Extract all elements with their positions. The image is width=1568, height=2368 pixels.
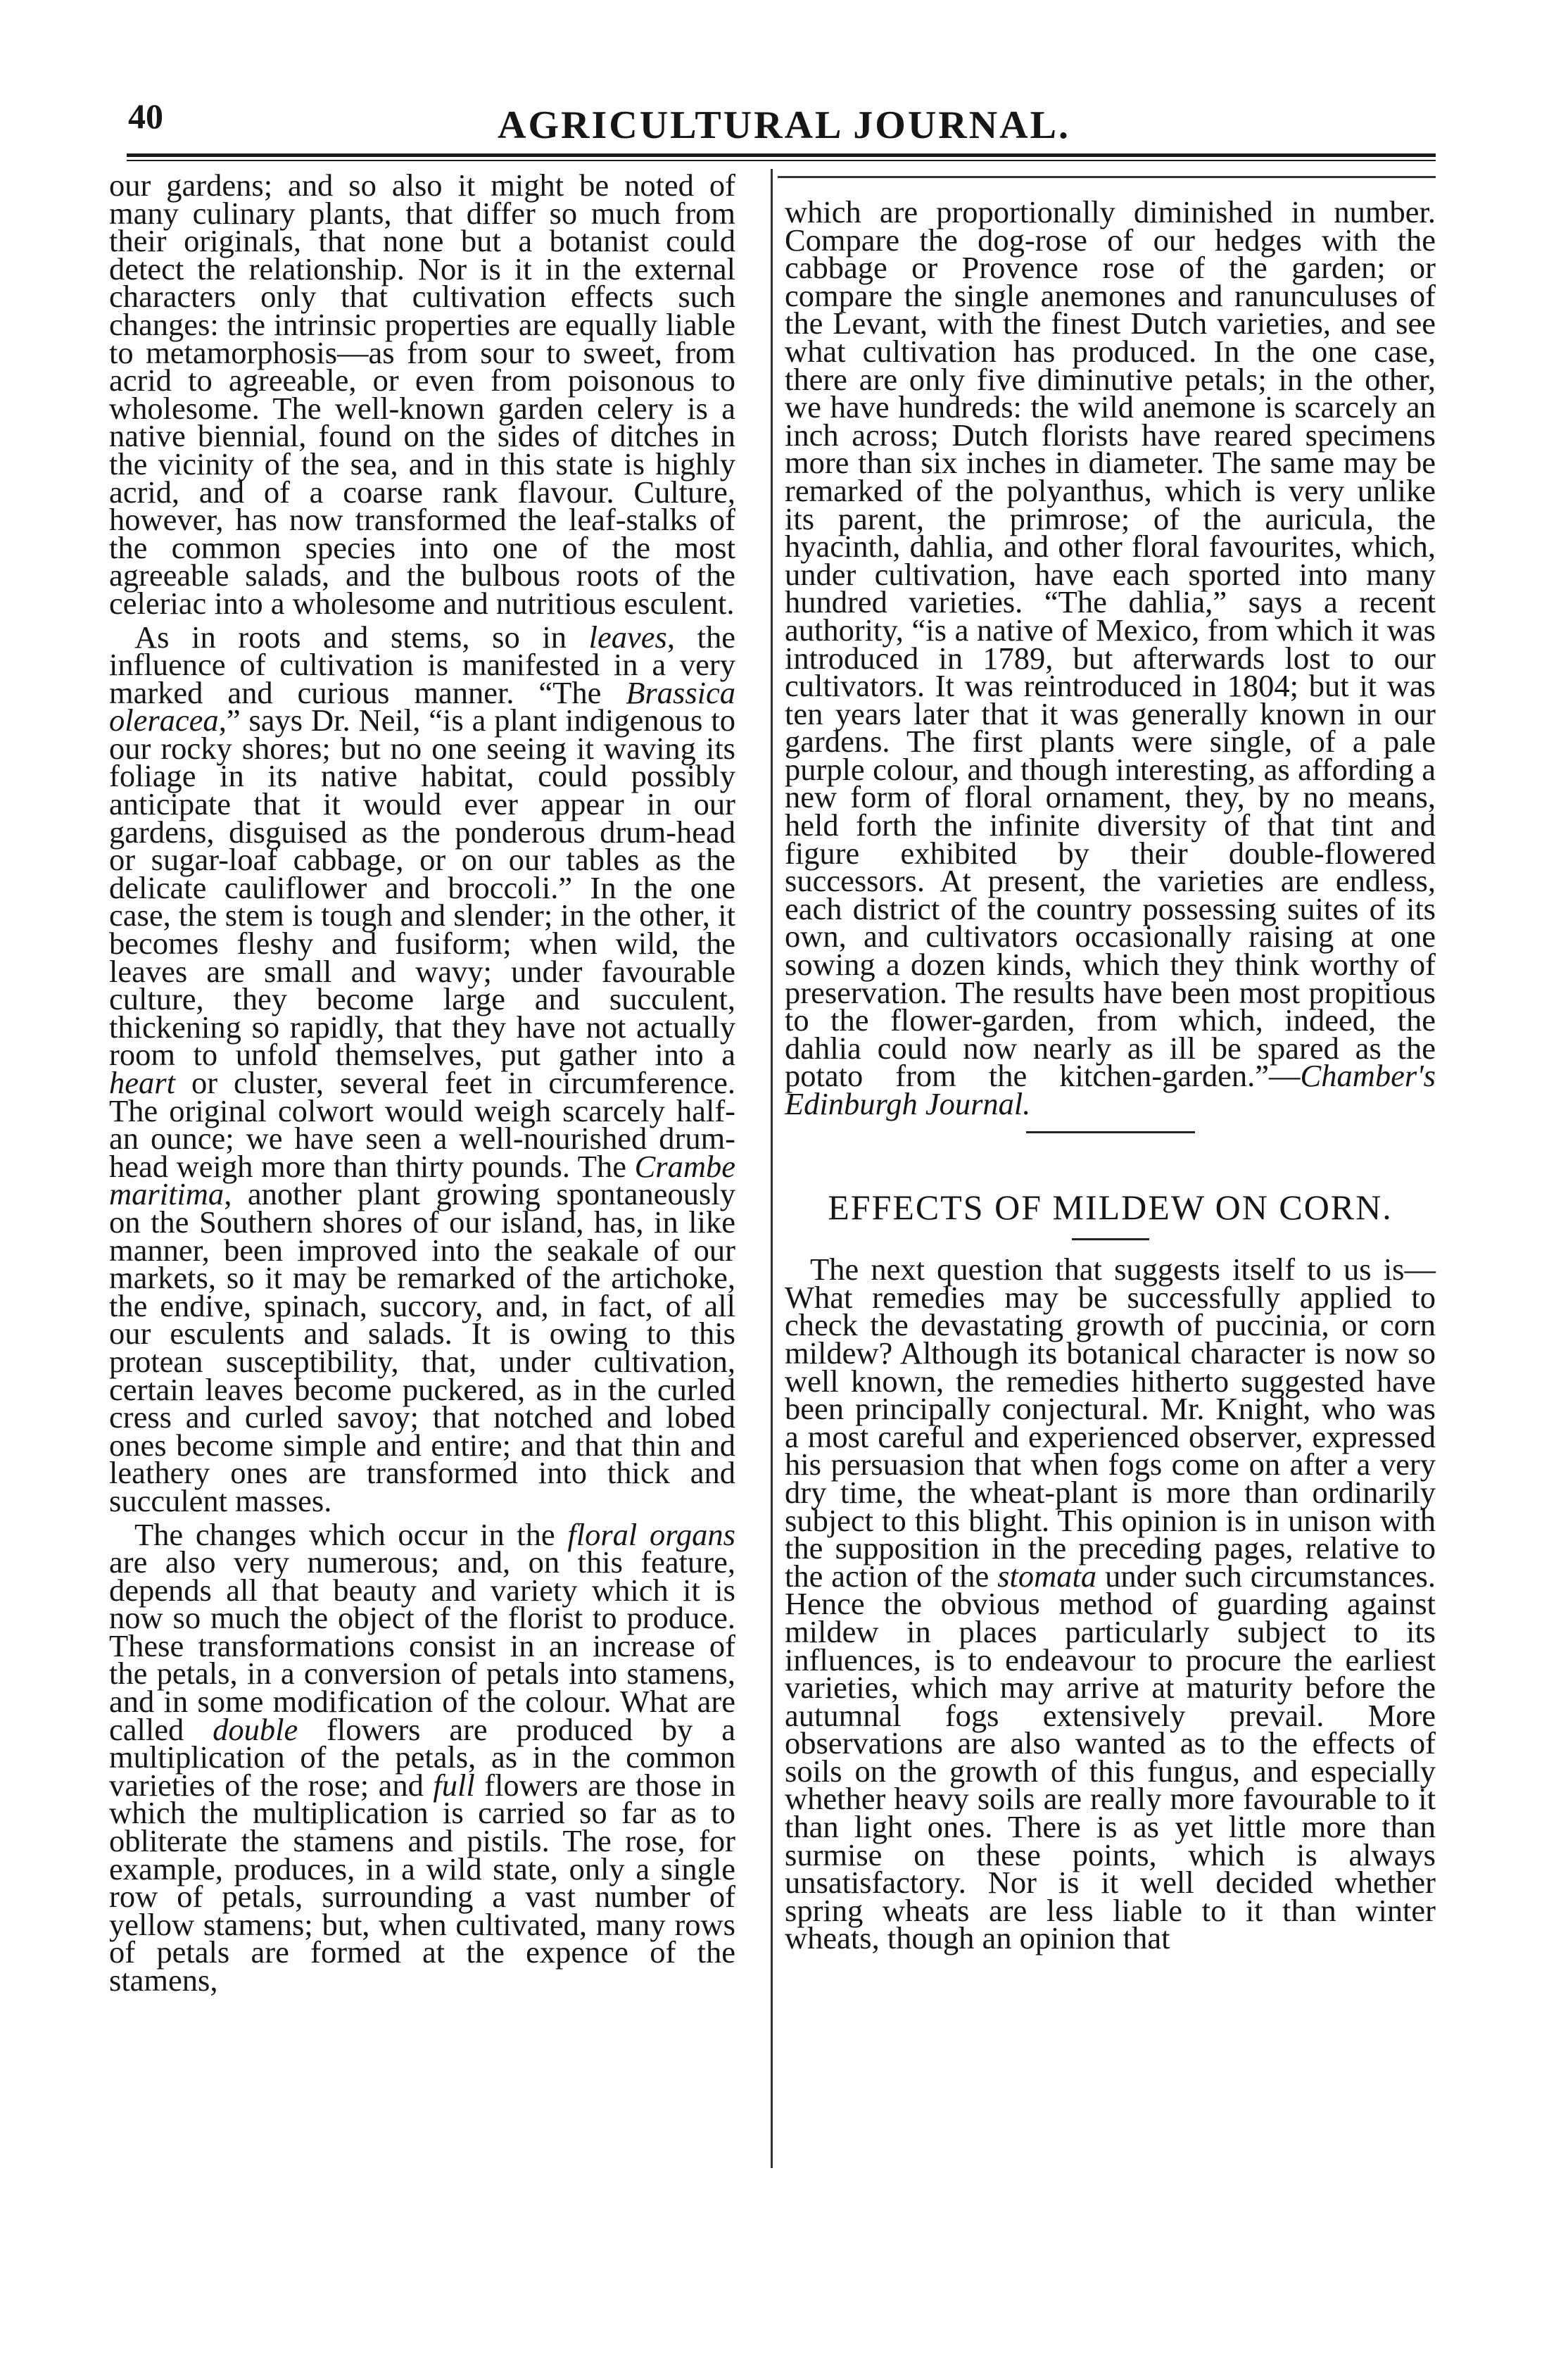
left-paragraph-1 — [109, 168, 735, 621]
italic-run: Crambe maritima — [109, 1148, 735, 1212]
italic-run: Brassica oleracea — [109, 674, 735, 738]
text-run: or cluster, several feet in circumference. The original colwort would weigh scarcely half-an ounce; we have seen a well-nourished drum-head weigh more than thirty pounds. The — [109, 1065, 735, 1184]
article-title: EFFECTS OF MILDEW ON CORN. — [828, 1187, 1393, 1227]
text-run: The changes which occur in the — [134, 1516, 568, 1552]
text-run: our gardens; and so also it might be noted of many culinary plants, that differ so much from their originals, that none but a botanist could detect the relationship. Nor is it in the external characters only that cultivation effects such changes: the intrinsic properties are equally liable to metamorphosis—as from sour to sweet, from acrid to agreeable, or even from poisonous to wholesome. The well-known garden celery is a native biennial, found on the sides of ditches in the vicinity of the sea, and in this state is highly acrid, and of a coarse rank flavour. Culture, however, has now transformed the leaf-stalks of the common species into one of the most agreeable salads, and the bulbous roots of the celeriac into a wholesome and nutritious esculent. — [109, 168, 735, 621]
source-citation: Chamber's Edinburgh Journal. — [785, 1058, 1436, 1121]
text-run: The next question that suggests itself to us is—What remedies may be successfully applied to check the devastating growth of puccinia, or corn mildew? Although its botanical character is now so well known, the remedies hitherto suggested have been principally conjectural. Mr. Knight, who was a most careful and experienced observer, expressed his persuasion that when fogs come on after a very dry time, the wheat-plant is more than ordinarily subject to this blight. This opinion is in unison with the supposition in the preceding pages, relative to the action of the — [785, 1252, 1436, 1594]
page-number: 40 — [128, 96, 163, 136]
header-rule-thin — [127, 160, 1436, 161]
text-run: under such circumstances. Hence the obvious method of guarding against mildew in places particularly subject to its influences, is to endeavour to procure the earliest varieties, which may arrive at maturity before the autumnal fogs extensively prevail. More observations are also wanted as to the effects of soils on the growth of this fungus, and especially whether heavy soils are really more favourable to it than light ones. There is as yet little more than surmise on these points, which is always unsatisfactory. Nor is it well decided whether spring wheats are less liable to it than winter wheats, though an opinion that — [785, 1558, 1436, 1956]
text-run: which are proportionally diminished in number. Compare the dog-rose of our hedges with the cabbage or Provence rose of the garden; or compare the single anemones and ranunculuses of the Levant, with the finest Dutch varieties, and see what cultivation has produced. In the one case, there are only five diminutive petals; in the other, we have hundreds: the wild anemone is scarcely an inch across; Dutch florists have reared specimens more than six inches in diameter. The same may be remarked of the polyanthus, which is very unlike its parent, the primrose; of the auricula, the hyacinth, dahlia, and other floral favourites, which, under cultivation, have each sported into many hundred varieties. “The dahlia,” says a recent authority, “is a native of Mexico, from which it was introduced in 1789, but afterwards lost to our cultivators. It was reintroduced in 1804; but it was ten years later that it was generally known in our gardens. The first plants were single, of a pale purple colour, and though interesting, as affording a new form of floral ornament, they, by no means, held forth the infinite diversity of that tint and figure exhibited by their double-flowered successors. At present, the varieties are endless, each district of the country possessing suites of its own, and cultivators occasionally raising at one sowing a dozen kinds, which they think worthy of preservation. The results have been most propitious to the flower-garden, from which, indeed, the dahlia could now nearly as ill be spared as the potato from the kitchen-garden.”— — [785, 194, 1436, 1094]
text-run: As in roots and stems, so in — [134, 619, 589, 655]
left-paragraph-2 — [109, 619, 735, 1518]
text-run: ,” says Dr. Neil, “is a plant indigenous to our rocky shores; but no one seeing it waving its foliage in its native habitat, could possibly anticipate that it would ever appear in our gardens, disguised as the ponderous drum-head or sugar-loaf cabbage, or on our tables as the delicate cauliflower and broccoli.” In the one case, the stem is tough and slender; in the other, it becomes fleshy and fusiform; when wild, the leaves are small and wavy; under favourable culture, they become large and succulent, thickening so rapidly, that they have not actually room to unfold themselves, put gather into a — [109, 703, 735, 1073]
italic-run: double — [213, 1711, 298, 1747]
text-run: flowers are those in which the multiplication is carried so far as to obliterate the stamens and pistils. The rose, for example, produces, in a wild state, only a single row of petals, surrounding a vast number of yellow stamens; but, when cultivated, many rows of petals are formed at the expence of the stamens, — [109, 1767, 736, 1998]
text-run: , the influence of cultivation is manifested in a very marked and curious manner. “The — [109, 619, 735, 710]
italic-run: heart — [109, 1065, 175, 1100]
right-column-top-rule — [778, 176, 1436, 178]
italic-run: full — [433, 1767, 475, 1803]
italic-run: stomata — [997, 1558, 1097, 1594]
column-divider — [771, 169, 773, 2168]
header-rule — [127, 153, 1436, 157]
text-run: , another plant growing spontaneously on the Southern shores of our island, has, in like manner, been improved into the seakale of our markets, so it may be remarked of the artichoke, the endive, spinach, succory, and, in fact, of all our esculents and salads. It is owing to this protean susceptibility, that, under cultivation, certain leaves become puckered, as in the curled cress and curled savoy; that notched and lobed ones become simple and entire; and that thin and leathery ones are transformed into thick and succulent masses. — [109, 1176, 735, 1518]
italic-run: floral organs — [567, 1516, 735, 1552]
right-column — [785, 194, 1436, 1956]
left-paragraph-3 — [109, 1516, 736, 1998]
title-rule — [1072, 1238, 1149, 1240]
running-head: AGRICULTURAL JOURNAL. — [498, 103, 1070, 147]
right-paragraph-1 — [785, 194, 1436, 1121]
right-paragraph-2 — [785, 1252, 1436, 1956]
text-run: are also very numerous; and, on this feature, depends all that beauty and variety which it is now so much the object of the florist to produce. These transformations consist in an increase of the petals, in a conversion of petals into stamens, and in some modification of the colour. What are called — [109, 1544, 735, 1747]
italic-run: leaves — [588, 619, 667, 655]
left-column — [109, 168, 736, 1998]
text-run: flowers are produced by a multiplication of the petals, as in the common varieties of the rose; and — [109, 1711, 735, 1803]
source-rule — [1026, 1131, 1195, 1133]
